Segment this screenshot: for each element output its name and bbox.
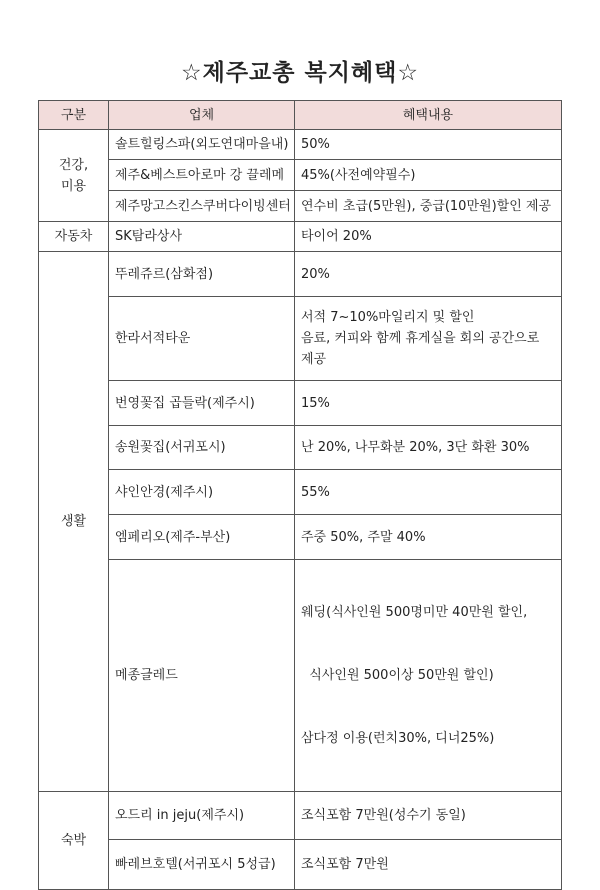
table-row: [39, 560, 562, 792]
table-row: [39, 792, 562, 840]
benefit-cell: 45%(사전예약필수): [295, 160, 562, 191]
header-vendor: 업체: [109, 101, 295, 130]
header-category: 구분: [39, 101, 109, 130]
vendor-cell: 엠페리오(제주-부산): [109, 515, 295, 560]
table-row: [39, 222, 562, 252]
table-row: [39, 840, 562, 890]
category-stay: 숙박: [39, 792, 109, 890]
benefit-cell: 조식포함 7만원: [295, 840, 562, 890]
category-car: 자동차: [39, 222, 109, 252]
header-benefit: 혜택내용: [295, 101, 562, 130]
table-row: [39, 426, 562, 470]
table-row: [39, 297, 562, 381]
table-row: [39, 130, 562, 160]
category-life: 생활: [39, 252, 109, 792]
category-beauty: 건강, 미용: [39, 130, 109, 222]
vendor-cell: 제주망고스킨스쿠버다이빙센터: [109, 191, 295, 222]
vendor-cell: 빠레브호텔(서귀포시 5성급): [109, 840, 295, 890]
benefit-cell: 웨딩(식사인원 500명미만 40만원 할인, 식사인원 500이상 50만원 할인) 삼다정 이용(런치30%, 디너25%): [295, 560, 562, 792]
vendor-cell: 메종글레드: [109, 560, 295, 792]
benefit-cell: 55%: [295, 470, 562, 515]
benefit-cell: 20%: [295, 252, 562, 297]
benefit-cell: 15%: [295, 381, 562, 426]
vendor-cell: 샤인안경(제주시): [109, 470, 295, 515]
benefit-cell: 50%: [295, 130, 562, 160]
benefit-cell: 난 20%, 나무화분 20%, 3단 화환 30%: [295, 426, 562, 470]
vendor-cell: SK탐라상사: [109, 222, 295, 252]
benefit-cell: 주중 50%, 주말 40%: [295, 515, 562, 560]
benefit-cell: 타이어 20%: [295, 222, 562, 252]
table-row: [39, 515, 562, 560]
benefit-cell: 조식포함 7만원(성수기 동일): [295, 792, 562, 840]
benefit-cell: 연수비 초급(5만원), 중급(10만원)할인 제공: [295, 191, 562, 222]
vendor-cell: 제주&베스트아로마 강 끌레메: [109, 160, 295, 191]
table-row: [39, 191, 562, 222]
vendor-cell: 번영꽃집 곱들락(제주시): [109, 381, 295, 426]
vendor-cell: 뚜레쥬르(삼화점): [109, 252, 295, 297]
vendor-cell: 한라서적타운: [109, 297, 295, 381]
table-row: [39, 470, 562, 515]
page-title: ☆제주교총 복지혜택☆: [181, 60, 419, 86]
benefits-table: [38, 100, 562, 890]
table-row: [39, 381, 562, 426]
vendor-cell: 송원꽃집(서귀포시): [109, 426, 295, 470]
benefit-cell: 서적 7~10%마일리지 및 할인 음료, 커피와 함께 휴게실을 회의 공간으로 제공: [295, 297, 562, 381]
vendor-cell: 오드리 in jeju(제주시): [109, 792, 295, 840]
table-header-row: [39, 101, 562, 130]
vendor-cell: 솔트힐링스파(외도연대마을내): [109, 130, 295, 160]
table-row: [39, 252, 562, 297]
table-row: [39, 160, 562, 191]
